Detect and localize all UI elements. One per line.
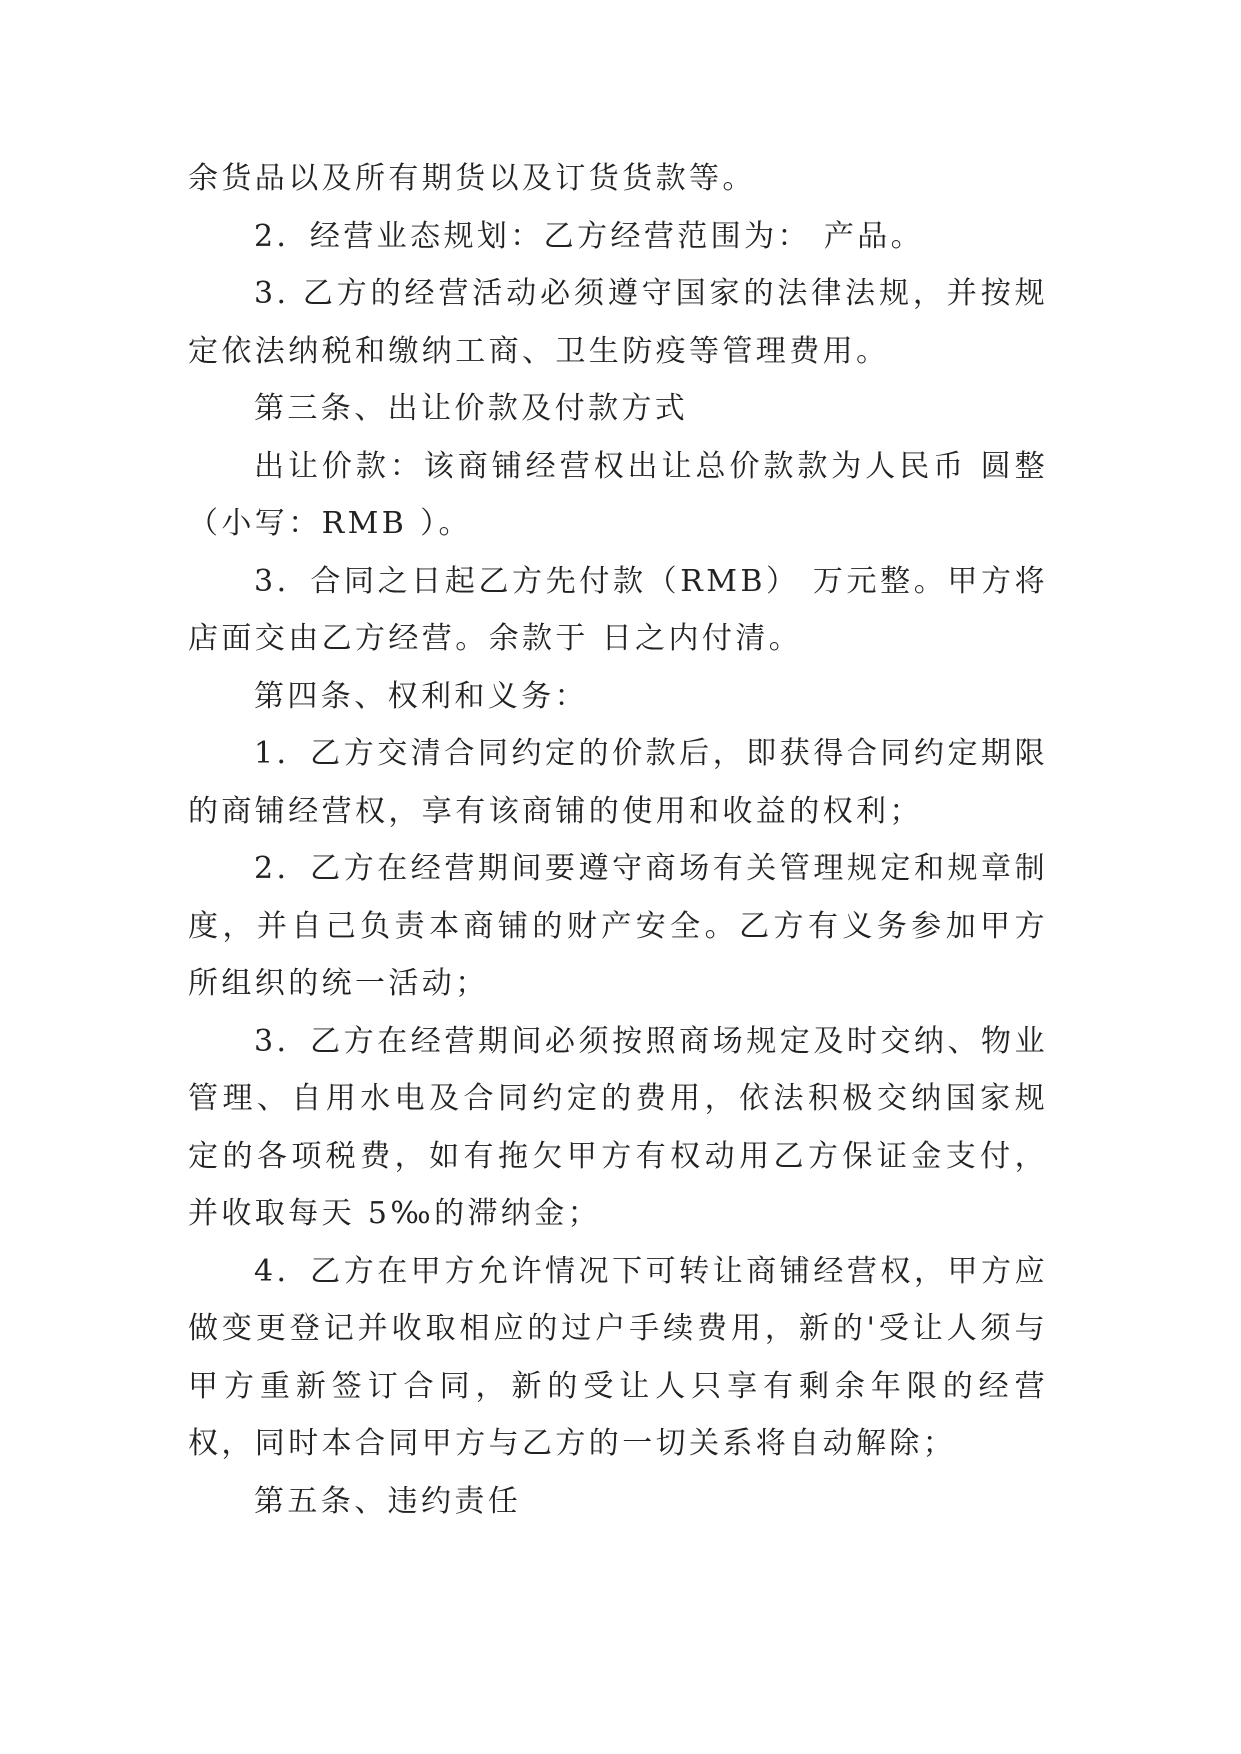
paragraph-payment-terms: 3．合同之日起乙方先付款（RMB） 万元整。甲方将店面交由乙方经营。余款于 日之内付清。: [188, 563, 1048, 656]
section-heading-article-3: 第三条、出让价款及付款方式: [254, 391, 689, 426]
paragraph-right-1: 1．乙方交清合同约定的价款后，即获得合同约定期限的商铺经营权，享有该商铺的使用和收益的权利；: [188, 736, 1048, 829]
paragraph-business-scope: 2．经营业态规划：乙方经营范围为： 产品。: [254, 218, 925, 254]
section-heading-article-5: 第五条、违约责任: [254, 1483, 522, 1519]
paragraph-right-2: 2．乙方在经营期间要遵守商场有关管理规定和规章制度，并自己负责本商铺的财产安全。乙方有义务参加甲方所组织的统一活动；: [188, 851, 1048, 1001]
paragraph-compliance: 3. 乙方的经营活动必须遵守国家的法律法规，并按规定依法纳税和缴纳工商、卫生防疫等管理费用。: [188, 276, 1048, 369]
paragraph-right-4: 4．乙方在甲方允许情况下可转让商铺经营权，甲方应做变更登记并收取相应的过户手续费用，新的'受让人须与甲方重新签订合同，新的受让人只享有剩余年限的经营权，同时本合同甲方与乙方的一切关系将自动解除；: [188, 1253, 1048, 1461]
section-heading-article-4: 第四条、权利和义务：: [254, 678, 588, 714]
paragraph-right-3: 3．乙方在经营期间必须按照商场规定及时交纳、物业管理、自用水电及合同约定的费用，依法积极交纳国家规定的各项税费，如有拖欠甲方有权动用乙方保证金支付，并收取每天 5‰的滞纳金；: [188, 1023, 1048, 1231]
document-body: [188, 150, 1048, 1530]
paragraph-goods-continuation: 余货品以及所有期货以及订货货款等。: [188, 161, 756, 196]
paragraph-transfer-price: 出让价款：该商铺经营权出让总价款款为人民币 圆整（小写：RMB ）。: [188, 448, 1048, 541]
